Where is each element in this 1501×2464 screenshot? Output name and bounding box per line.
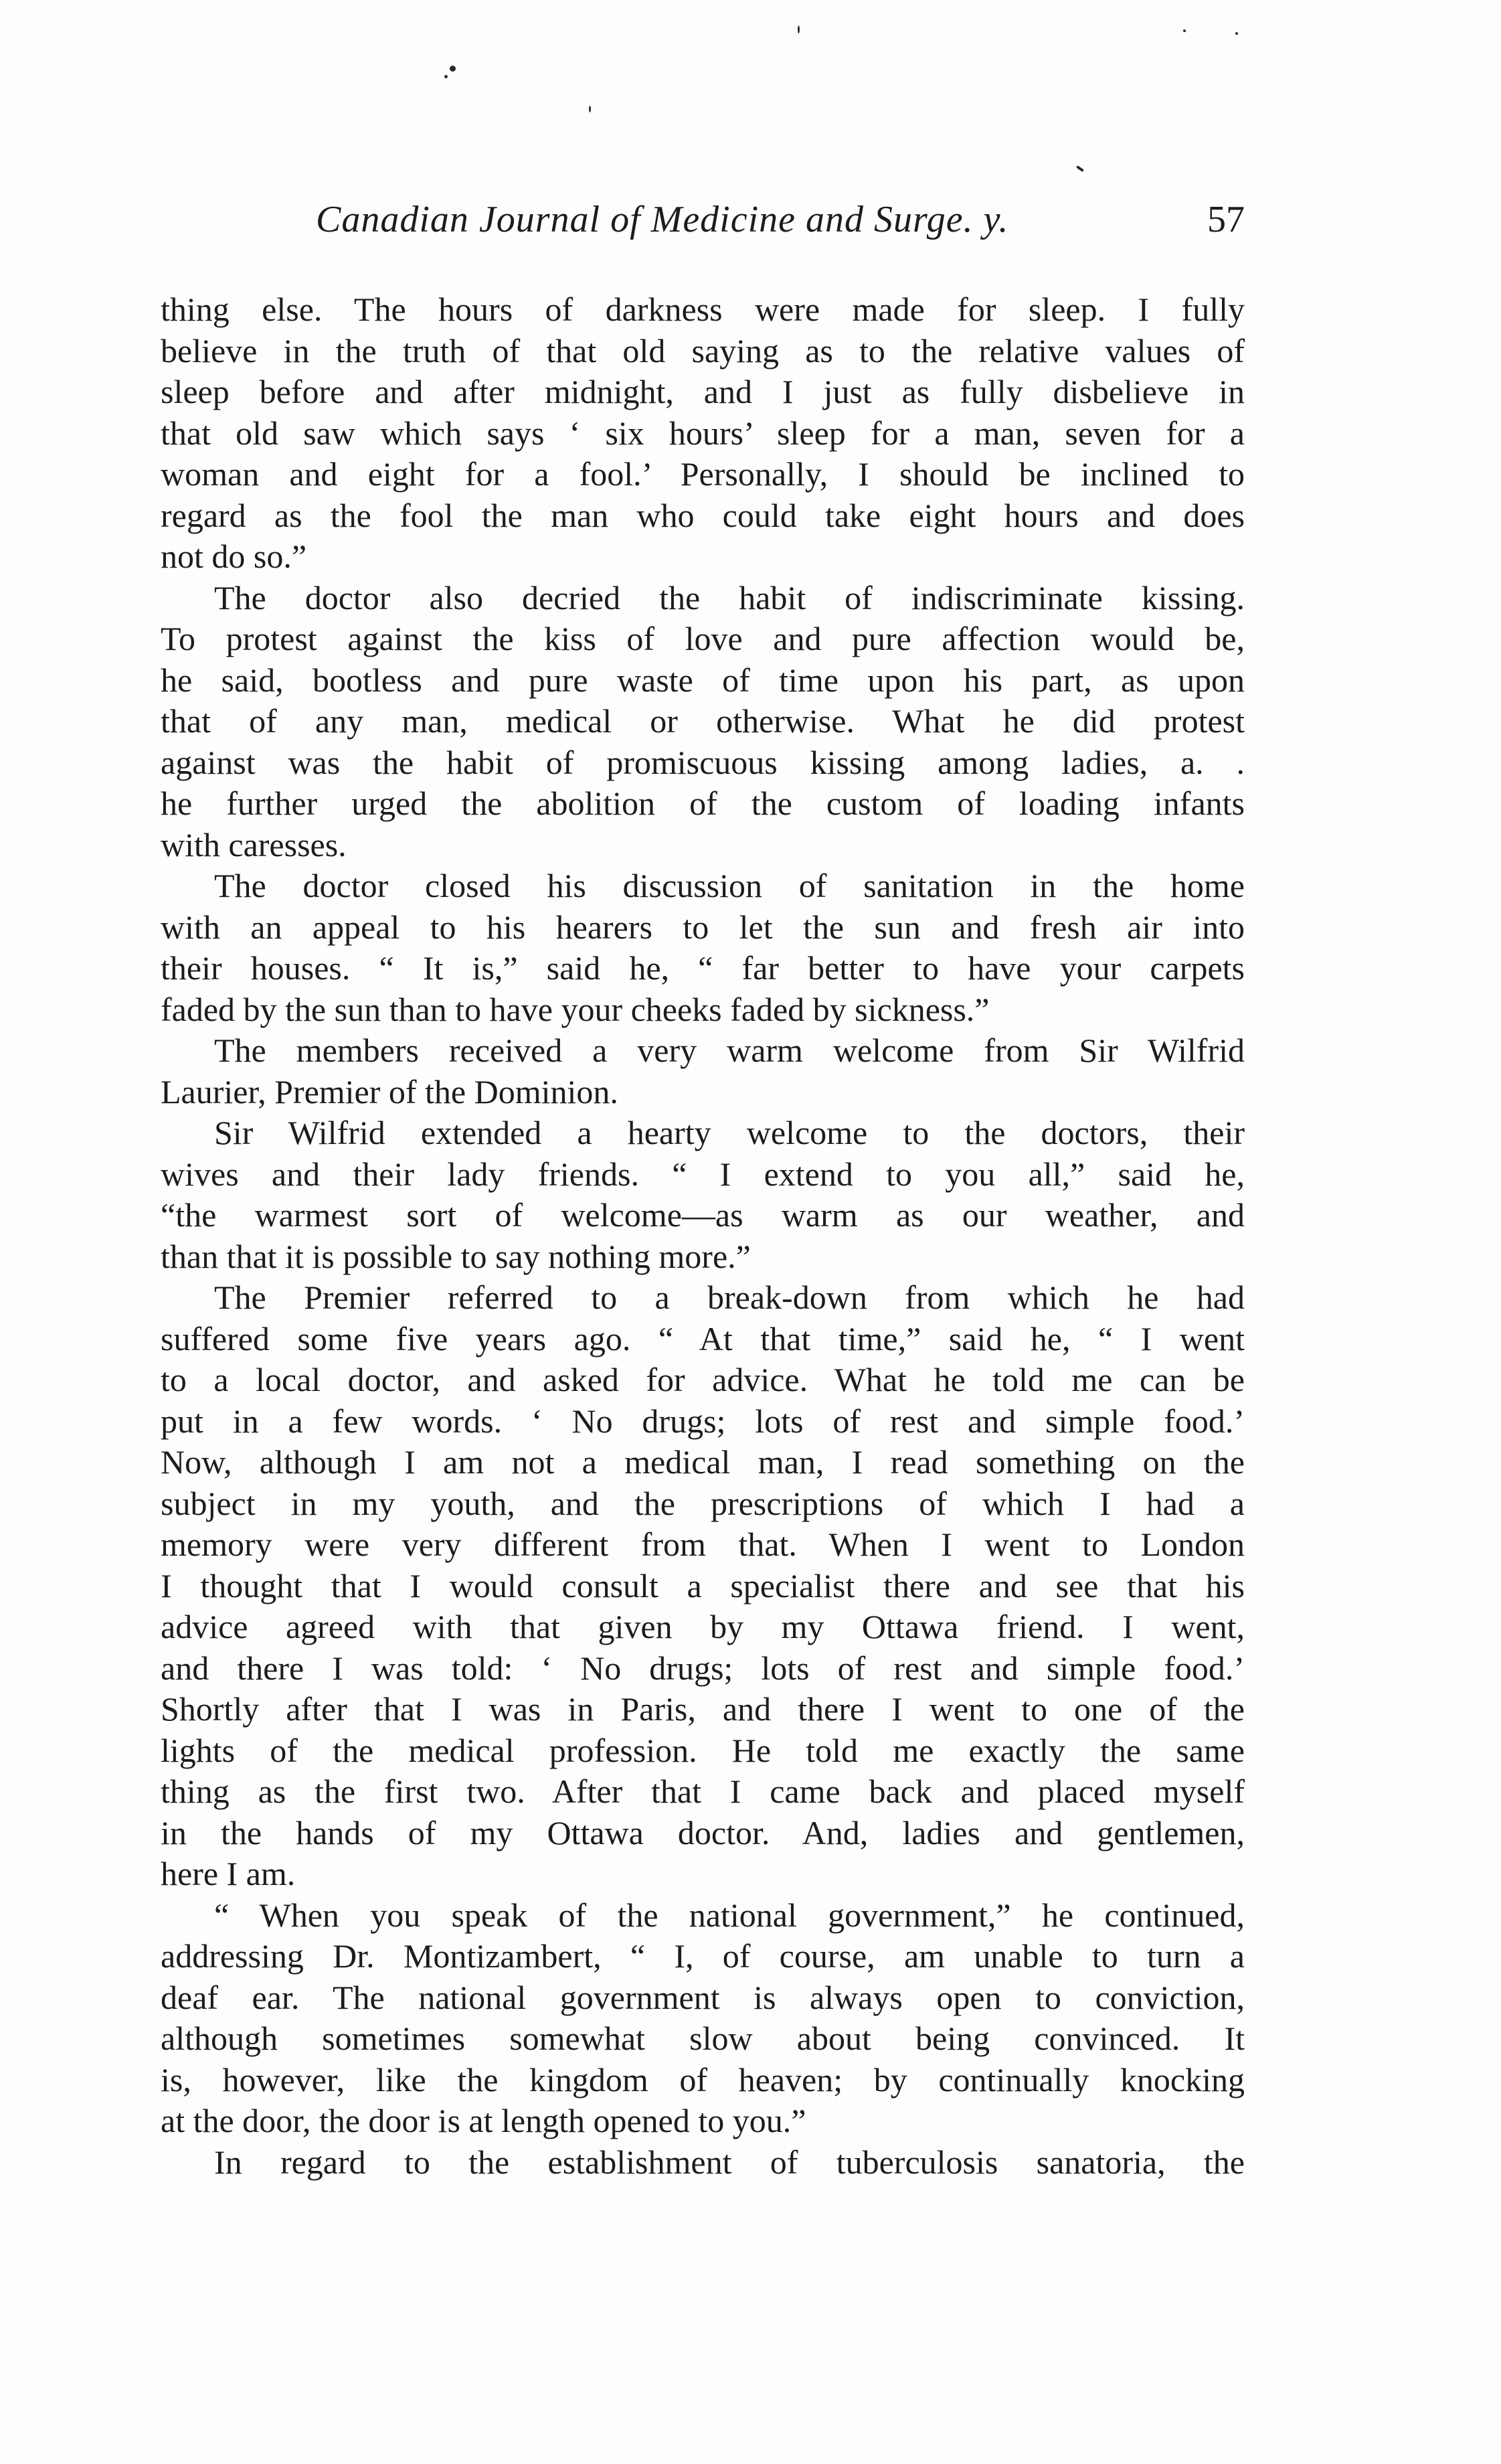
text-line: lights of the medical profession. He told me exactly the same <box>161 1731 1245 1769</box>
running-header <box>161 198 1245 252</box>
text-line: than that it is possible to say nothing more.” <box>161 1237 751 1275</box>
ink-speck <box>798 25 800 33</box>
text-line: their houses. “ It is,” said he, “ far better to have your carpets <box>161 949 1245 987</box>
text-line: sleep before and after midnight, and I just as fully disbelieve in <box>161 373 1245 410</box>
text-line: believe in the truth of that old saying as to the relative values of <box>161 331 1245 369</box>
text-line: Laurier, Premier of the Dominion. <box>161 1072 618 1111</box>
text-line: that of any man, medical or otherwise. What he did protest <box>161 702 1245 740</box>
page-number: 57 <box>1207 199 1245 240</box>
text-line: regard as the fool the man who could take eight hours and does <box>161 496 1245 534</box>
text-line: not do so.” <box>161 538 307 575</box>
text-line: wives and their lady friends. “ I extend to you all,” said he, <box>161 1155 1245 1193</box>
text-line: subject in my youth, and the prescriptions of which I had a <box>161 1484 1245 1522</box>
text-line: suffered some five years ago. “ At that time,” said he, “ I went <box>161 1319 1245 1358</box>
text-line: woman and eight for a fool.’ Personally, I should be inclined to <box>161 455 1245 493</box>
text-line: at the door, the door is at length opened to you.” <box>161 2102 806 2139</box>
ink-speck <box>1235 32 1238 35</box>
text-line: here I am. <box>161 1855 296 1892</box>
text-line: Now, although I am not a medical man, I read something on the <box>161 1443 1245 1481</box>
article-body <box>161 289 1245 2183</box>
text-line: he further urged the abolition of the custom of loading infants <box>161 785 1245 822</box>
text-line: against was the habit of promiscuous kissing among ladies, a. . <box>161 743 1245 781</box>
text-line: and there I was told: ‘ No drugs; lots of rest and simple food.’ <box>161 1649 1245 1687</box>
ink-speck <box>1183 29 1186 32</box>
text-line: thing else. The hours of darkness were made for sleep. I fully <box>161 291 1245 328</box>
paragraph-start-line: The members received a very warm welcome from Sir Wilfrid <box>214 1032 1245 1069</box>
text-line: in the hands of my Ottawa doctor. And, ladies and gentlemen, <box>161 1813 1245 1852</box>
text-line: with caresses. <box>161 825 347 864</box>
ink-speck <box>450 66 456 72</box>
paragraph-start-line: The doctor closed his discussion of sanitation in the home <box>214 867 1245 904</box>
text-line: “the warmest sort of welcome—as warm as our weather, and <box>161 1196 1245 1234</box>
text-line: faded by the sun than to have your cheeks faded by sickness.” <box>161 990 990 1028</box>
text-line: I thought that I would consult a specialist there and see that his <box>161 1566 1245 1605</box>
text-line: put in a few words. ‘ No drugs; lots of rest and simple food.’ <box>161 1402 1245 1440</box>
text-line: To protest against the kiss of love and pure affection would be, <box>161 620 1245 657</box>
paragraph-start-line: “ When you speak of the national government,” he continued, <box>214 1896 1245 1934</box>
text-line: although sometimes somewhat slow about being convinced. It <box>161 2020 1245 2057</box>
text-line: thing as the first two. After that I came back and placed myself <box>161 1773 1245 1810</box>
text-line: advice agreed with that given by my Ottawa friend. I went, <box>161 1608 1245 1645</box>
paragraph-start-line: Sir Wilfrid extended a hearty welcome to the doctors, their <box>214 1114 1245 1151</box>
ink-speck <box>1076 165 1084 172</box>
paragraph-start-line: In regard to the establishment of tuberculosis sanatoria, the <box>214 2143 1245 2181</box>
paragraph-start-line: The doctor also decried the habit of indiscriminate kissing. <box>214 578 1245 617</box>
text-line: he said, bootless and pure waste of time upon his part, as upon <box>161 661 1245 699</box>
text-line: deaf ear. The national government is always open to conviction, <box>161 1978 1245 2016</box>
text-line: Shortly after that I was in Paris, and there I went to one of the <box>161 1690 1245 1728</box>
text-line: is, however, like the kingdom of heaven; by continually knocking <box>161 2060 1245 2099</box>
text-line: with an appeal to his hearers to let the sun and fresh air into <box>161 908 1245 946</box>
ink-speck <box>444 75 448 78</box>
paragraph-start-line: The Premier referred to a break-down from which he had <box>214 1279 1245 1316</box>
journal-title: Canadian Journal of Medicine and Surge. y. <box>316 199 1009 240</box>
text-line: to a local doctor, and asked for advice. What he told me can be <box>161 1361 1245 1398</box>
text-line: that old saw which says ‘ six hours’ sleep for a man, seven for a <box>161 414 1245 452</box>
text-line: addressing Dr. Montizambert, “ I, of course, am unable to turn a <box>161 1937 1245 1975</box>
ink-speck <box>589 106 591 112</box>
text-line: memory were very different from that. When I went to London <box>161 1526 1245 1563</box>
